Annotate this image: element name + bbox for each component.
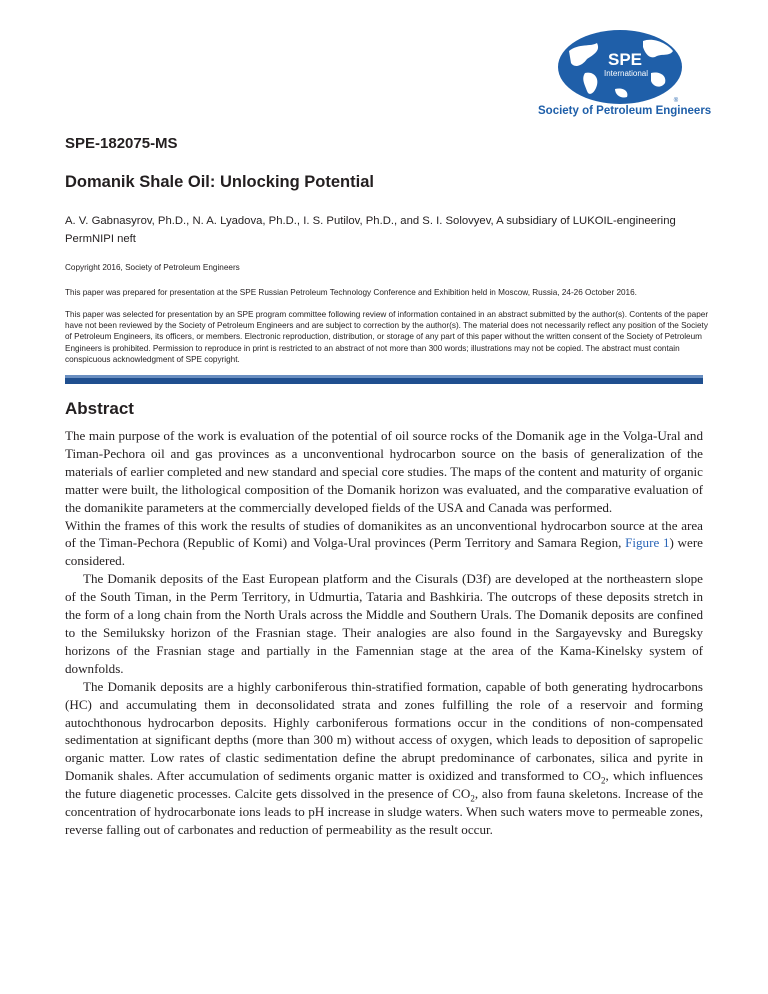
paper-authors: A. V. Gabnasyrov, Ph.D., N. A. Lyadova, Ph.D., I. S. Putilov, Ph.D., and S. I. Solovyev, A subsidiary of LUKOIL-engineering PermNIPI neft [65,215,676,245]
logo-sub-lettering: International [603,69,649,78]
paragraph-text: ) were considered. [65,535,703,569]
disclaimer: This paper was selected for presentation by an SPE program committee following review of information contained in an abstract submitted by the author(s). Contents of the paper have not been reviewed by the Society of Petroleum Engineers and are subject to correction by the author(s). The material does not necessarily reflect any position of the Society of Petroleum Engineers, its officers, or members. Electronic reproduction, distribution, or storage of any part of this paper without the written consent of the Society of Petroleum Engineers is prohibited. Permission to reproduce in print is restricted to an abstract of not more than 300 words; illustrations may not be copied. The abstract must contain conspicuous acknowledgment of SPE copyright. [65,310,709,364]
figure-1-link[interactable]: Figure 1 [625,535,670,551]
prepared-notice: This paper was prepared for presentation at the SPE Russian Petroleum Technology Conference and Exhibition held in Moscow, Russia, 24-26 October 2016. [65,288,637,297]
co2-subscript: 2 [470,793,475,804]
abstract-paragraph-3: The Domanik deposits of the East European platform and the Cisurals (D3f) are developed at the northeastern slope of the South Timan, in the Perm Territory, in Udmurtia, Tataria and Bashkiria. The outcrops of these deposits stretch in the form of a long chain from the North Urals across the Middle and Southern Urals. The Domanik deposits are confined to the Semiluksky horizon of the Frasnian stage. Their analogies are also found in the Sargayevsky and Buregsky horizons of the Frasnian stage and partially in the Famennian stage at the area of the Kama-Kinelsky system of downfolds. [65,571,703,676]
spe-logo [538,29,712,121]
copyright-notice: Copyright 2016, Society of Petroleum Engineers [65,263,240,272]
section-divider [65,375,703,384]
abstract-paragraph-4 [65,678,703,839]
paper-title: Domanik Shale Oil: Unlocking Potential [65,173,374,191]
paragraph-text: , which influences the future diagenetic processes. Calcite gets dissolved in the presence of CO [65,768,703,802]
logo-lettering: SPE [607,50,643,69]
paragraph-text: Within the frames of this work the results of studies of domanikites as an unconventional hydrocarbon source at the area of the Timan-Pechora (Republic of Komi) and Volga-Ural provinces (Perm Territory and Samara Region, [65,517,703,551]
paper-id: SPE-182075-MS [65,135,178,152]
paragraph-text: The Domanik deposits are a highly carboniferous thin-stratified formation, capable of both generating hydrocarbons (HC) and accumulating them in deconsolidated strata and zones fulfilling the role of a reservoir and forming autochthonous hydrocarbon deposits. Highly carboniferous formations occur in the conditions of non-compensated sedimentation at significant depths (more than 300 m) without access of oxygen, which leads to deposition of sapropelic organic matter. Low rates of clastic sedimentation define the abrupt predominance of carbonates, silica and pyrite in Domanik shales. After accumulation of sediments organic matter is oxidized and transformed to CO [65,678,703,784]
abstract-paragraph-2 [65,517,703,571]
spe-globe-icon [557,29,683,105]
abstract-heading: Abstract [65,399,134,418]
registered-mark: ® [673,98,679,104]
co2-subscript: 2 [601,775,606,786]
paragraph-text: , also from fauna skeletons. Increase of the concentration of hydrocarbonate ions leads to pH increase in sludge waters. When such waters move to permeable zones, reverse falling out of carbonates and reduction of permeability as the result occur. [65,786,704,837]
abstract-body [65,427,703,839]
abstract-paragraph-1: The main purpose of the work is evaluation of the potential of oil source rocks of the Domanik age in the Volga-Ural and Timan-Pechora oil and gas provinces as a unconventional hydrocarbon source on the basis of generalization of the materials of earlier completed and new standard and special core studies. The maps of the content and maturity of organic matter were built, the lithological composition of the Domanik horizon was evaluated, and the comparative evaluation of the domanikite parameters at the commercially developed fields of the USA and Canada was performed. [65,428,703,515]
logo-org-name: Society of Petroleum Engineers [538,105,712,117]
